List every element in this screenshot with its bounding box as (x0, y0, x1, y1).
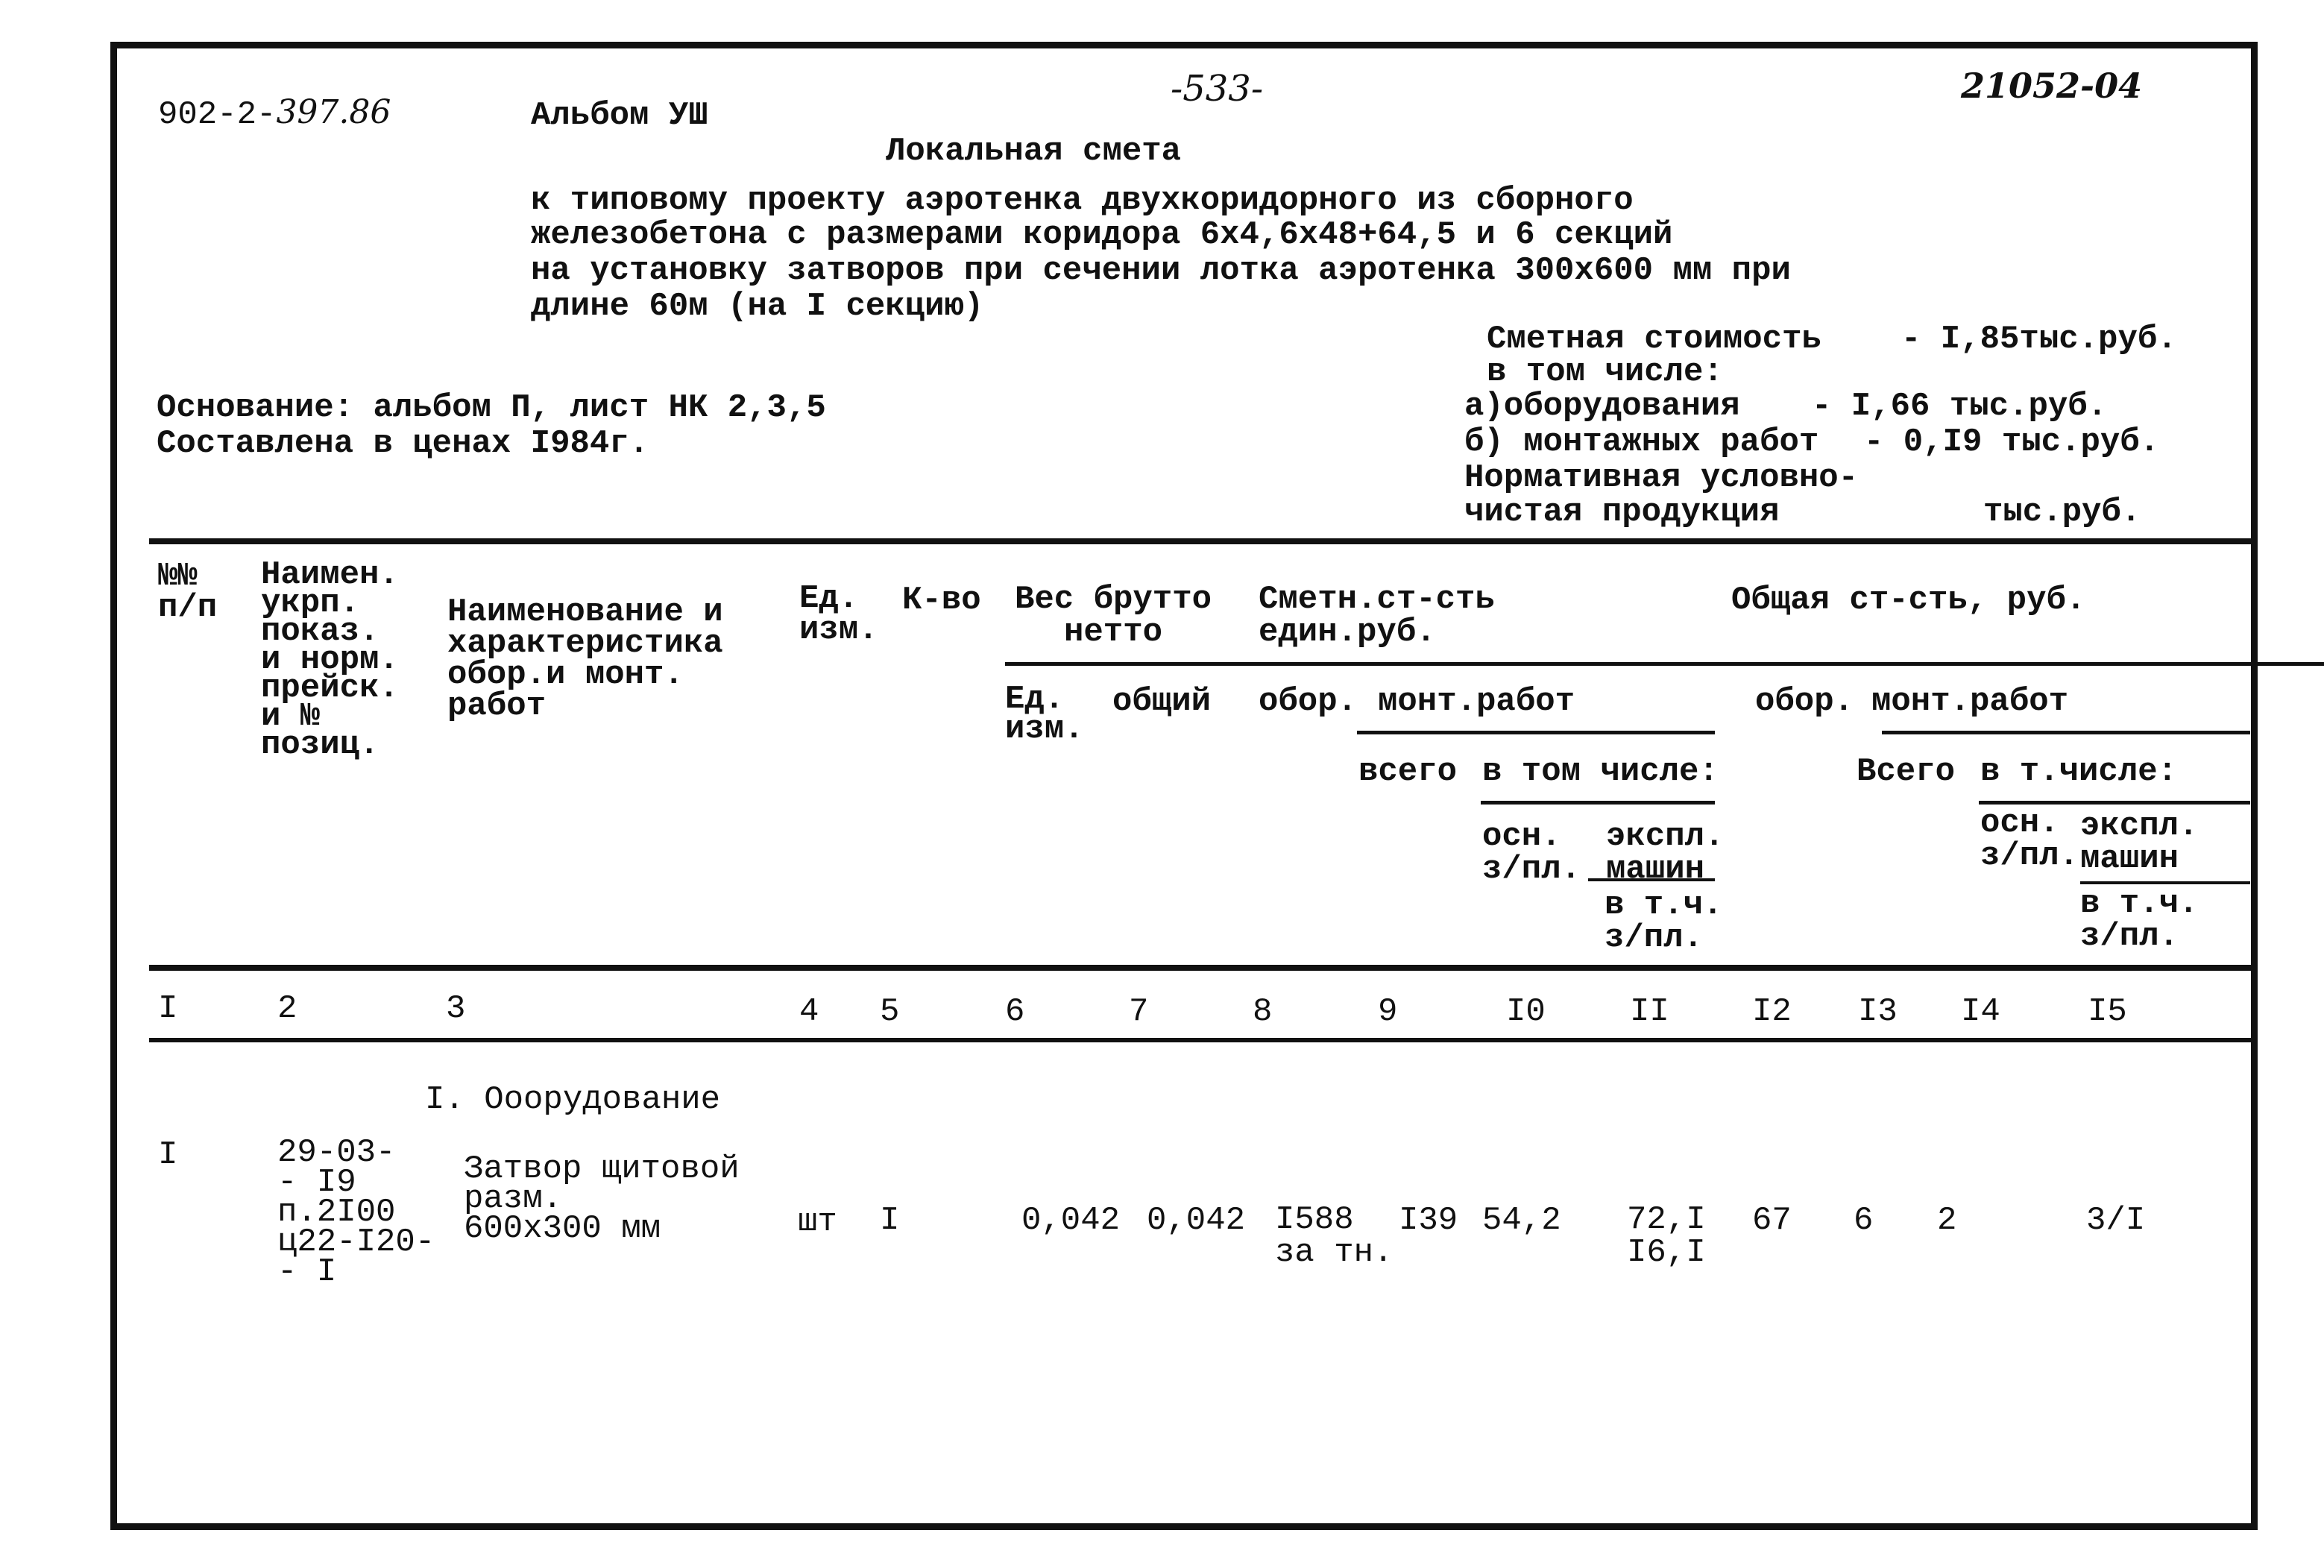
row-mach-total: 3/I (2086, 1202, 2146, 1239)
page-number: -533- (1171, 68, 1264, 110)
header-rule-3a (1481, 801, 1715, 805)
header-rule-4b (2080, 881, 2250, 884)
all-header: всего (1358, 753, 1458, 790)
equip-header: обор. (1259, 683, 1358, 720)
all-header-2: Всего (1857, 753, 1956, 790)
install-header: монт.работ (1378, 683, 1575, 720)
col-number-1: I (158, 990, 178, 1027)
row-equip-total: 67 (1752, 1202, 1792, 1239)
col-number-10: I0 (1506, 993, 1546, 1030)
col-4-header: Ед. изм. (799, 580, 878, 649)
desc-line-3: на установку затворов при сечении лотка аэротенка 300х600 мм при (531, 252, 1791, 289)
norm-line-1: Нормативная условно- (1464, 459, 1859, 497)
row-name: Затвор щитовой разм. 600х300 мм (464, 1150, 740, 1247)
install-value: - 0,I9 тыс.руб. (1864, 424, 2160, 461)
col-number-3: 3 (446, 990, 466, 1027)
col-67-header: Вес брутто нетто (1014, 581, 1212, 651)
table-top-rule (149, 538, 2252, 544)
mach-header: экспл. машин (1606, 818, 1725, 888)
basis-line-1: Основание: альбом П, лист НК 2,3,5 (157, 389, 826, 426)
col-6-header: Ед. изм. (1005, 681, 1084, 748)
header-rule-2b (1882, 731, 2250, 734)
mach-pay-header-2: в т.ч. з/пл. (2080, 885, 2199, 955)
header-rule-1 (1005, 662, 2324, 666)
col-2-header: Наимен. укрп. показ. и норм. прейск. и № позиц. (261, 556, 399, 763)
norm-line-2: чистая продукция (1464, 494, 1780, 531)
row-base-pay: 54,2 (1482, 1202, 1561, 1239)
col-5-header: К-во (902, 582, 981, 619)
base-pay-header: осн. з/пл. (1482, 818, 1581, 888)
row-code: 29-03- - I9 п.2I00 ц22-I20- - I (277, 1134, 435, 1291)
mach-pay-header: в т.ч. з/пл. (1605, 887, 1723, 957)
basis-line-2: Составлена в ценах I984г. (157, 425, 649, 462)
col-number-7: 7 (1129, 993, 1149, 1030)
row-equip-unit: I588 за тн. (1275, 1201, 1394, 1271)
col-number-12: I2 (1752, 993, 1792, 1030)
row-num: I (158, 1136, 178, 1174)
doc-title: Локальная смета (886, 133, 1182, 170)
col-3-header: Наименование и характеристика обор.и монт. работ (447, 593, 723, 725)
mach-header-2: экспл. машин (2080, 807, 2199, 878)
row-mach: 72,I I6,I (1627, 1201, 1706, 1271)
cost-incl: в том числе: (1487, 353, 1723, 391)
incl-header-2: в т.числе: (1980, 753, 2178, 790)
col-number-2: 2 (277, 990, 297, 1027)
equip-value: - I,66 тыс.руб. (1812, 388, 2108, 425)
col-7-header: общий (1112, 683, 1212, 720)
base-pay-header-2: осн. з/пл. (1980, 805, 2079, 875)
col-number-11: II (1630, 993, 1669, 1030)
section-title: I. Ооорудование (425, 1081, 721, 1118)
header-rule-2a (1357, 731, 1715, 734)
equip-label: а)оборудования (1464, 388, 1740, 425)
norm-unit: тыс.руб. (1983, 494, 2141, 531)
doc-number: 902-2-397.86 (158, 93, 391, 133)
col-number-8: 8 (1253, 993, 1273, 1030)
row-unit: шт (798, 1203, 837, 1241)
equip-header-2: обор. (1755, 683, 1854, 720)
row-install-all: I39 (1399, 1202, 1458, 1239)
unit-cost-header: Сметн.ст-сть един.руб. (1259, 581, 1495, 651)
col-number-6: 6 (1005, 993, 1025, 1030)
archive-code: 21052-04 (1961, 66, 2143, 106)
row-base-pay-total: 2 (1937, 1202, 1957, 1239)
row-weight-total: 0,042 (1147, 1202, 1246, 1239)
header-bottom-rule (149, 965, 2252, 971)
col-number-14: I4 (1961, 993, 2000, 1030)
col-number-13: I3 (1858, 993, 1898, 1030)
col-number-4: 4 (799, 993, 819, 1030)
install-header-2: монт.работ (1871, 683, 2069, 720)
col-number-5: 5 (880, 993, 900, 1030)
col-number-15: I5 (2088, 993, 2127, 1030)
incl-header: в том числе: (1482, 753, 1719, 790)
cost-label: Сметная стоимость (1487, 321, 1821, 358)
install-label: б) монтажных работ (1464, 424, 1819, 461)
album-label: Альбом УШ (531, 97, 708, 134)
row-install-total: 6 (1854, 1202, 1874, 1239)
total-cost-header: Общая ст-сть, руб. (1731, 582, 2086, 619)
col-numbers-rule (149, 1038, 2252, 1042)
col-1-header: №№ п/п (158, 558, 218, 626)
col-number-9: 9 (1378, 993, 1398, 1030)
desc-line-4: длине 60м (на I секцию) (531, 288, 984, 325)
desc-line-2: железобетона с размерами коридора 6х4,6х48+64,5 и 6 секций (531, 216, 1673, 254)
row-weight-unit: 0,042 (1021, 1202, 1121, 1239)
desc-line-1: к типовому проекту аэротенка двухкоридорного из сборного (531, 182, 1634, 219)
row-qty: I (880, 1202, 900, 1239)
cost-value: - I,85тыс.руб. (1901, 321, 2177, 358)
